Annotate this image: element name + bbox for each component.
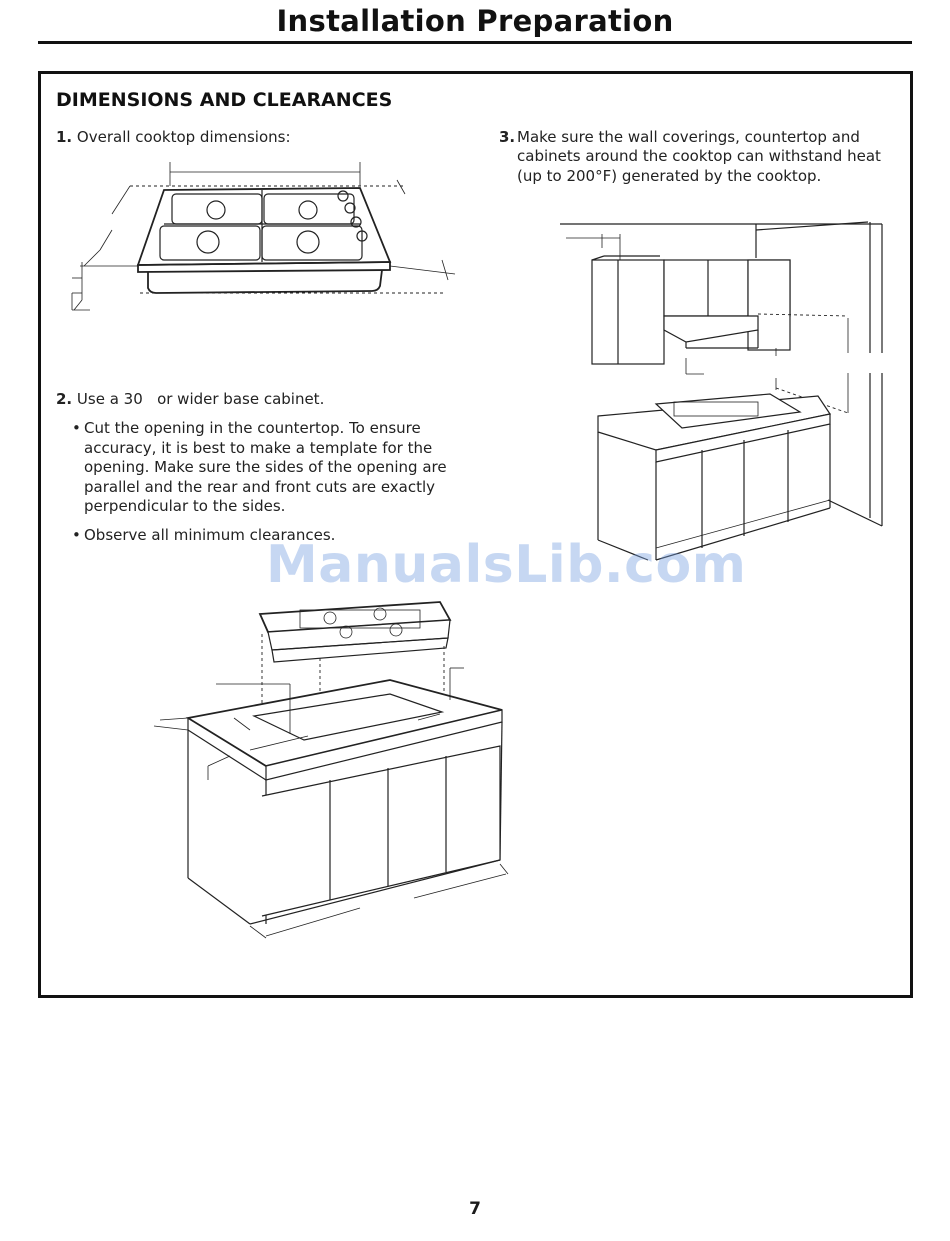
page-number: 7 bbox=[469, 1199, 481, 1219]
step-3-number-bold: 3. bbox=[499, 128, 516, 146]
page-title: Installation Preparation bbox=[276, 4, 674, 38]
step-3-line-2: cabinets around the cooktop can withstand heat bbox=[517, 147, 881, 165]
step-2-text: Use a 30 or wider base cabinet. bbox=[76, 390, 325, 408]
step-2-number: 2. bbox=[56, 390, 73, 408]
countertop-cutout-figure bbox=[150, 590, 520, 940]
step-3-line-1: Make sure the wall coverings, countertop and bbox=[517, 128, 860, 146]
watermark: ManualsLib.com bbox=[266, 535, 747, 595]
bullet-clearances-text: Observe all minimum clearances. bbox=[84, 526, 336, 544]
bullet-cut-opening-text: Cut the opening in the countertop. To ensure accuracy, it is best to make a template for the opening. Make sure the sides of the opening are parallel and the rear and front cuts are exactly perpendicular to the sides. bbox=[84, 419, 447, 515]
section-heading: DIMENSIONS AND CLEARANCES bbox=[56, 89, 393, 111]
step-2 bbox=[56, 390, 324, 410]
bullet-dot: • bbox=[72, 526, 81, 544]
bullet-cut-opening bbox=[72, 419, 454, 517]
step-3-line-3: (up to 200°F) generated by the cooktop. bbox=[517, 167, 822, 185]
step-1-number: 1. bbox=[56, 128, 73, 146]
cooktop-dimension-figure bbox=[60, 150, 470, 320]
wall-cabinet-clearance-figure bbox=[548, 218, 888, 563]
title-rule bbox=[38, 41, 912, 44]
bullet-dot: • bbox=[72, 419, 81, 437]
step-1 bbox=[56, 128, 291, 148]
step-1-text: Overall cooktop dimensions: bbox=[76, 128, 291, 146]
